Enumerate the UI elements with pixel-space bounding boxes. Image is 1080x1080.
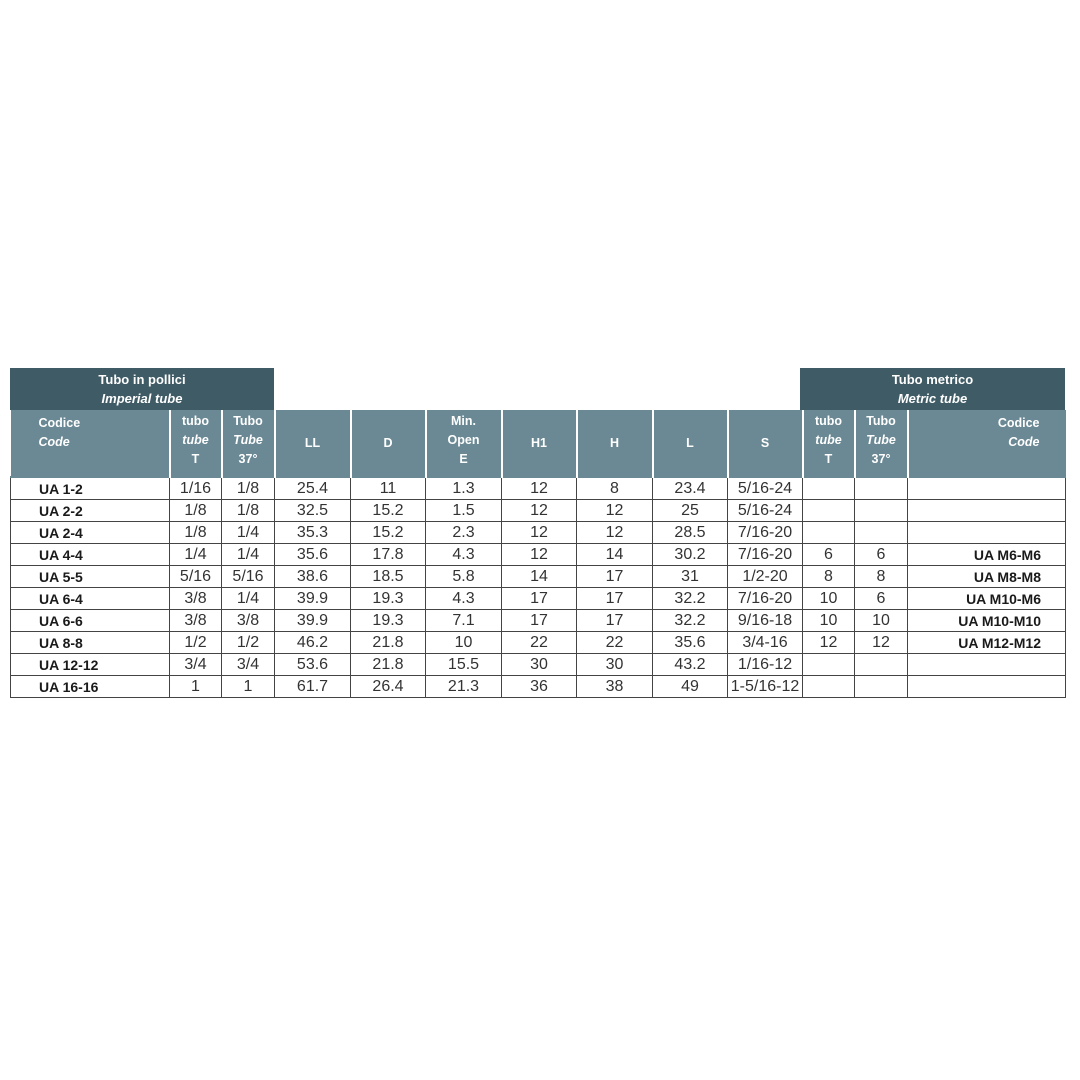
cell-code: UA 5-5 <box>11 566 170 588</box>
cell-h1: 36 <box>502 676 577 698</box>
table-row <box>11 522 1066 544</box>
cell-metric-code <box>908 654 1066 676</box>
col-header-tube-t-sym: T <box>191 452 200 466</box>
cell-ll: 61.7 <box>275 676 351 698</box>
cell-metric-tube-t: 10 <box>803 610 855 632</box>
cell-tube-37: 3/4 <box>222 654 275 676</box>
cell-h1: 12 <box>502 522 577 544</box>
cell-tube-37: 5/16 <box>222 566 275 588</box>
cell-code: UA 4-4 <box>11 544 170 566</box>
cell-h: 22 <box>577 632 653 654</box>
cell-h: 17 <box>577 566 653 588</box>
cell-tube-37: 1/8 <box>222 500 275 522</box>
cell-l: 43.2 <box>653 654 728 676</box>
cell-h1: 12 <box>502 544 577 566</box>
cell-min-open: 4.3 <box>426 588 502 610</box>
cell-tube-37: 1/8 <box>222 477 275 500</box>
cell-s: 7/16-20 <box>728 544 803 566</box>
cell-tube-t: 1/8 <box>170 522 222 544</box>
cell-d: 18.5 <box>351 566 426 588</box>
cell-metric-tube-37: 8 <box>855 566 908 588</box>
col-header-h: H <box>577 410 653 477</box>
cell-code: UA 12-12 <box>11 654 170 676</box>
cell-l: 31 <box>653 566 728 588</box>
cell-tube-t: 3/8 <box>170 610 222 632</box>
cell-min-open: 1.5 <box>426 500 502 522</box>
cell-metric-code: UA M8-M8 <box>908 566 1066 588</box>
cell-code: UA 1-2 <box>11 477 170 500</box>
cell-tube-t: 1 <box>170 676 222 698</box>
cell-metric-tube-t: 10 <box>803 588 855 610</box>
cell-h: 14 <box>577 544 653 566</box>
cell-min-open: 10 <box>426 632 502 654</box>
cell-ll: 46.2 <box>275 632 351 654</box>
col-header-metric-code <box>908 410 1066 477</box>
cell-ll: 35.6 <box>275 544 351 566</box>
cell-metric-tube-37: 10 <box>855 610 908 632</box>
cell-metric-code <box>908 522 1066 544</box>
cell-s: 1/2-20 <box>728 566 803 588</box>
cell-h: 12 <box>577 522 653 544</box>
cell-metric-tube-t <box>803 676 855 698</box>
cell-metric-code <box>908 500 1066 522</box>
cell-code: UA 2-4 <box>11 522 170 544</box>
col-header-tube-37 <box>222 410 275 477</box>
cell-min-open: 5.8 <box>426 566 502 588</box>
cell-s: 3/4-16 <box>728 632 803 654</box>
col-header-tube-t <box>170 410 222 477</box>
cell-s: 9/16-18 <box>728 610 803 632</box>
imperial-group-subtitle: Imperial tube <box>101 391 183 406</box>
cell-h1: 12 <box>502 477 577 500</box>
table-row <box>11 632 1066 654</box>
metric-group-title: Tubo metrico <box>891 372 974 387</box>
cell-tube-37: 1/2 <box>222 632 275 654</box>
cell-ll: 38.6 <box>275 566 351 588</box>
cell-d: 17.8 <box>351 544 426 566</box>
cell-h: 8 <box>577 477 653 500</box>
cell-metric-tube-37 <box>855 477 908 500</box>
cell-d: 15.2 <box>351 500 426 522</box>
cell-metric-tube-37: 12 <box>855 632 908 654</box>
cell-min-open: 21.3 <box>426 676 502 698</box>
cell-h1: 30 <box>502 654 577 676</box>
cell-h1: 17 <box>502 588 577 610</box>
cell-metric-tube-37 <box>855 522 908 544</box>
cell-min-open: 4.3 <box>426 544 502 566</box>
cell-metric-tube-t: 8 <box>803 566 855 588</box>
cell-ll: 32.5 <box>275 500 351 522</box>
col-header-tube-37-en: Tube <box>233 433 263 447</box>
col-header-min-open-l1: Min. <box>451 414 476 428</box>
imperial-group-title: Tubo in pollici <box>98 372 186 387</box>
cell-metric-tube-t: 6 <box>803 544 855 566</box>
col-header-metric-code-it: Codice <box>997 416 1040 430</box>
table-row <box>11 610 1066 632</box>
cell-metric-code <box>908 477 1066 500</box>
cell-l: 32.2 <box>653 588 728 610</box>
cell-h: 38 <box>577 676 653 698</box>
cell-d: 11 <box>351 477 426 500</box>
cell-metric-tube-37 <box>855 654 908 676</box>
cell-ll: 53.6 <box>275 654 351 676</box>
cell-h: 17 <box>577 610 653 632</box>
col-header-s: S <box>728 410 803 477</box>
col-header-code-it: Codice <box>38 416 81 430</box>
cell-s: 1/16-12 <box>728 654 803 676</box>
cell-min-open: 15.5 <box>426 654 502 676</box>
cell-code: UA 6-4 <box>11 588 170 610</box>
col-header-metric-tube-37-sym: 37° <box>871 452 891 466</box>
cell-s: 7/16-20 <box>728 522 803 544</box>
cell-metric-tube-37 <box>855 500 908 522</box>
cell-h1: 14 <box>502 566 577 588</box>
imperial-tube-group-header <box>10 368 274 410</box>
metric-group-subtitle: Metric tube <box>897 391 968 406</box>
cell-code: UA 8-8 <box>11 632 170 654</box>
cell-metric-tube-t <box>803 477 855 500</box>
col-header-metric-tube-t-en: tube <box>815 433 842 447</box>
cell-d: 26.4 <box>351 676 426 698</box>
col-header-metric-tube-37-it: Tubo <box>866 414 896 428</box>
cell-l: 32.2 <box>653 610 728 632</box>
col-header-tube-t-en: tube <box>182 433 209 447</box>
cell-code: UA 16-16 <box>11 676 170 698</box>
col-header-h1: H1 <box>502 410 577 477</box>
cell-h1: 12 <box>502 500 577 522</box>
cell-h: 17 <box>577 588 653 610</box>
cell-l: 25 <box>653 500 728 522</box>
cell-metric-tube-t <box>803 500 855 522</box>
table-row <box>11 654 1066 676</box>
col-header-d: D <box>351 410 426 477</box>
cell-d: 19.3 <box>351 610 426 632</box>
cell-min-open: 1.3 <box>426 477 502 500</box>
cell-h: 30 <box>577 654 653 676</box>
col-header-min-open-l2: Open <box>447 433 480 447</box>
group-header-row <box>10 368 1065 410</box>
col-header-code-en: Code <box>38 435 70 449</box>
col-header-metric-tube-t-it: tubo <box>814 414 843 428</box>
col-header-metric-code-en: Code <box>1008 435 1040 449</box>
table-row <box>11 544 1066 566</box>
cell-tube-37: 1/4 <box>222 544 275 566</box>
cell-d: 15.2 <box>351 522 426 544</box>
cell-min-open: 2.3 <box>426 522 502 544</box>
cell-metric-tube-t <box>803 654 855 676</box>
cell-l: 30.2 <box>653 544 728 566</box>
col-header-tube-t-it: tubo <box>181 414 210 428</box>
cell-tube-t: 1/16 <box>170 477 222 500</box>
cell-metric-tube-37: 6 <box>855 544 908 566</box>
cell-tube-37: 1/4 <box>222 522 275 544</box>
col-header-tube-37-it: Tubo <box>233 414 263 428</box>
col-header-metric-tube-37 <box>855 410 908 477</box>
cell-metric-tube-37: 6 <box>855 588 908 610</box>
cell-d: 19.3 <box>351 588 426 610</box>
cell-metric-code: UA M10-M10 <box>908 610 1066 632</box>
cell-tube-t: 3/4 <box>170 654 222 676</box>
column-header-row <box>11 410 1066 477</box>
table-row <box>11 477 1066 500</box>
cell-l: 35.6 <box>653 632 728 654</box>
col-header-metric-tube-t-sym: T <box>824 452 833 466</box>
col-header-min-open <box>426 410 502 477</box>
cell-tube-t: 1/4 <box>170 544 222 566</box>
cell-metric-code: UA M12-M12 <box>908 632 1066 654</box>
table-row <box>11 566 1066 588</box>
cell-tube-t: 5/16 <box>170 566 222 588</box>
cell-ll: 39.9 <box>275 610 351 632</box>
col-header-min-open-l3: E <box>459 452 468 466</box>
cell-tube-t: 1/8 <box>170 500 222 522</box>
cell-l: 28.5 <box>653 522 728 544</box>
cell-ll: 39.9 <box>275 588 351 610</box>
dimensions-table-wrapper <box>10 368 1065 698</box>
cell-l: 49 <box>653 676 728 698</box>
cell-s: 7/16-20 <box>728 588 803 610</box>
cell-h1: 22 <box>502 632 577 654</box>
cell-tube-37: 3/8 <box>222 610 275 632</box>
cell-ll: 25.4 <box>275 477 351 500</box>
metric-tube-group-header <box>800 368 1065 410</box>
cell-metric-code <box>908 676 1066 698</box>
cell-metric-code: UA M10-M6 <box>908 588 1066 610</box>
cell-l: 23.4 <box>653 477 728 500</box>
cell-d: 21.8 <box>351 654 426 676</box>
cell-tube-t: 3/8 <box>170 588 222 610</box>
col-header-l: L <box>653 410 728 477</box>
cell-d: 21.8 <box>351 632 426 654</box>
cell-tube-37: 1/4 <box>222 588 275 610</box>
cell-code: UA 2-2 <box>11 500 170 522</box>
table-row <box>11 676 1066 698</box>
cell-h: 12 <box>577 500 653 522</box>
cell-min-open: 7.1 <box>426 610 502 632</box>
col-header-ll: LL <box>275 410 351 477</box>
col-header-tube-37-sym: 37° <box>238 452 258 466</box>
cell-metric-tube-t <box>803 522 855 544</box>
cell-metric-code: UA M6-M6 <box>908 544 1066 566</box>
cell-tube-37: 1 <box>222 676 275 698</box>
col-header-code <box>11 410 170 477</box>
cell-tube-t: 1/2 <box>170 632 222 654</box>
dimensions-table <box>10 410 1066 698</box>
cell-metric-tube-37 <box>855 676 908 698</box>
col-header-metric-tube-t <box>803 410 855 477</box>
cell-code: UA 6-6 <box>11 610 170 632</box>
cell-h1: 17 <box>502 610 577 632</box>
cell-s: 5/16-24 <box>728 500 803 522</box>
cell-s: 1-5/16-12 <box>728 676 803 698</box>
cell-s: 5/16-24 <box>728 477 803 500</box>
col-header-metric-tube-37-en: Tube <box>866 433 896 447</box>
cell-metric-tube-t: 12 <box>803 632 855 654</box>
table-row <box>11 500 1066 522</box>
cell-ll: 35.3 <box>275 522 351 544</box>
table-row <box>11 588 1066 610</box>
